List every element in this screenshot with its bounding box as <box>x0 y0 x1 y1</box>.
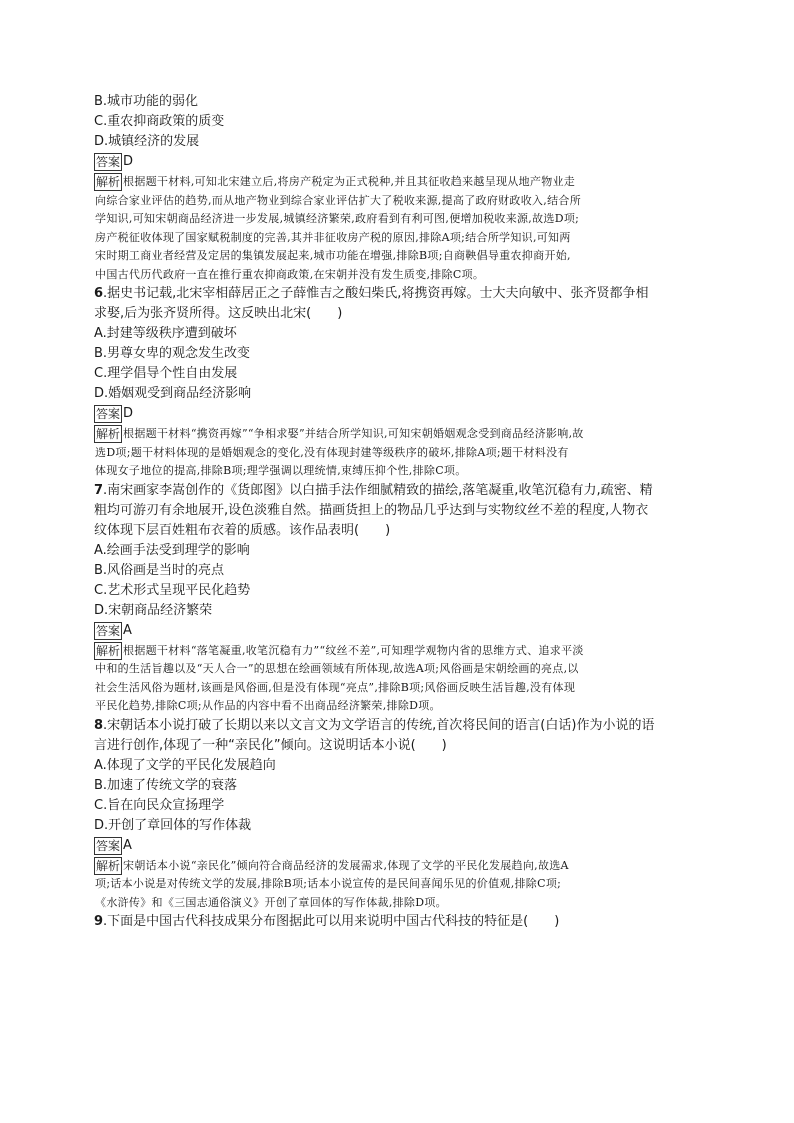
answer-tag: 答案 <box>96 623 121 638</box>
analysis-line: 选D项;题干材料体现的是婚姻观念的变化,没有体现封建等级秩序的破坏,排除A项;题干材料没有 <box>95 445 569 459</box>
question-number: 8 <box>94 717 104 733</box>
option-b: B.风俗画是当时的亮点 <box>94 562 225 578</box>
answer-row <box>94 836 699 856</box>
option-d: D.开创了章回体的写作体裁 <box>94 817 252 833</box>
analysis-line: 中和的生活旨趣以及“天人合一”的思想在绘画领域有所体现,故选A项;风俗画是宋朝绘画的亮点,以 <box>95 662 579 675</box>
analysis-line: 《水浒传》和《三国志通俗演义》开创了章回体的写作体裁,排除D项。 <box>95 895 447 909</box>
stem-line: 言进行创作,体现了一种“亲民化”倾向。这说明话本小说( ) <box>94 737 447 753</box>
option-c: C.重农抑商政策的质变 <box>94 114 225 129</box>
stem-line: 求娶,后为张齐贤所得。这反映出北宋( ) <box>94 306 343 321</box>
option-c: C.旨在向民众宣扬理学 <box>94 797 225 813</box>
analysis-line: 体现女子地位的提高,排除B项;理学强调以理统情,束缚压抑个性,排除C项。 <box>95 464 467 477</box>
analysis-row <box>94 856 699 913</box>
analysis-line: 房产税征收体现了国家赋税制度的完善,其并非征收房产税的原因,排除A项;结合所学知识,可知两 <box>95 230 571 244</box>
analysis-line: 向综合家业评估的趋势,而从地产物业到综合家业评估扩大了税收来源,提高了政府财政收入,结合所 <box>95 193 582 207</box>
analysis-tag: 解析 <box>96 175 121 189</box>
answer-tag: 答案 <box>96 838 121 853</box>
question-stem <box>94 284 699 304</box>
question-6 <box>94 284 699 481</box>
question-stem <box>94 716 699 736</box>
option-c: C.理学倡导个性自由发展 <box>94 366 238 381</box>
stem-line: 粗均可游刃有余地展开,设色淡雅自然。描画货担上的物品几乎达到与实物纹丝不差的程度,人物衣 <box>94 502 649 518</box>
analysis-line: 社会生活风俗为题材,该画是风俗画,但是没有体现“亮点”,排除B项;风俗画反映生活旨趣,没有体现 <box>95 680 576 694</box>
option-c: C.艺术形式呈现平民化趋势 <box>94 582 251 598</box>
analysis-row <box>94 641 699 716</box>
option-b: B.加速了传统文学的衰落 <box>94 777 238 793</box>
question-9 <box>94 912 699 932</box>
stem-line: .南宋画家李嵩创作的《货郎图》以白描手法作细腻精致的描绘,落笔凝重,收笔沉稳有力,疏密、精 <box>103 482 653 498</box>
answer-tag: 答案 <box>96 407 121 421</box>
option-d: D.婚姻观受到商品经济影响 <box>94 386 252 401</box>
analysis-tag: 解析 <box>96 427 121 441</box>
analysis-line: 根据题干材料“携资再嫁”“争相求娶”并结合所学知识,可知宋朝婚姻观念受到商品经济影响,故 <box>123 427 584 440</box>
answer-row <box>94 404 699 424</box>
option-b: B.城市功能的弱化 <box>94 94 199 109</box>
question-8 <box>94 716 699 913</box>
analysis-line: 宋朝话本小说“亲民化”倾向符合商品经济的发展需求,体现了文学的平民化发展趋向,故选A <box>123 858 569 872</box>
analysis-line: 学知识,可知宋朝商品经济进一步发展,城镇经济繁荣,政府看到有利可图,便增加税收来源,故选D项; <box>95 212 580 225</box>
answer-value: A <box>123 622 132 638</box>
option-a: A.绘画手法受到理学的影响 <box>94 542 250 558</box>
analysis-tag: 解析 <box>96 858 121 873</box>
option-d: D.宋朝商品经济繁荣 <box>94 602 213 618</box>
question-number: 6 <box>94 286 104 301</box>
stem-line: .据史书记载,北宋宰相薛居正之子薛惟吉之酸妇柴氏,将携资再嫁。士大夫向敏中、张齐贤都争相 <box>103 286 649 301</box>
option-d: D.城镇经济的发展 <box>94 134 200 149</box>
analysis-line: 宋时期工商业者经营及定居的集镇发展起来,城市功能在增强,排除B项;自商鞅倡导重农抑商开始, <box>95 249 571 262</box>
analysis-line: 根据题干材料“落笔凝重,收笔沉稳有力”“纹丝不差”,可知理学观物内省的思维方式、追求平淡 <box>123 643 584 657</box>
question-stem <box>94 481 699 501</box>
analysis-line: 平民化趋势,排除C项;从作品的内容中看不出商品经济繁荣,排除D项。 <box>95 699 441 712</box>
question-stem <box>94 912 699 932</box>
stem-line: .下面是中国古代科技成果分布图据此可以用来说明中国古代科技的特征是( ) <box>103 914 560 929</box>
analysis-row <box>94 172 699 284</box>
analysis-tag: 解析 <box>96 643 121 658</box>
analysis-row <box>94 424 699 481</box>
stem-line: .宋朝话本小说打破了长期以来以文言文为文学语言的传统,首次将民间的语言(白话)作为小说的语 <box>103 717 655 733</box>
analysis-line: 根据题干材料,可知北宋建立后,将房产税定为正式税种,并且其征收趋来越呈现从地产物业走 <box>123 175 576 188</box>
question-number: 7 <box>94 482 104 498</box>
analysis-line: 中国古代历代政府一直在推行重农抑商政策,在宋朝并没有发生质变,排除C项。 <box>95 267 485 281</box>
answer-row <box>94 152 699 172</box>
stem-line: 纹体现下层百姓粗布衣着的质感。该作品表明( ) <box>94 522 391 538</box>
answer-value: D <box>123 406 134 421</box>
analysis-line: 项;话本小说是对传统文学的发展,排除B项;话本小说宣传的是民间喜闻乐见的价值观,排除C项; <box>95 877 562 890</box>
question-number: 9 <box>94 914 104 929</box>
question-5-tail <box>94 92 699 284</box>
document-page <box>94 92 699 932</box>
answer-value: A <box>123 837 132 853</box>
question-7 <box>94 481 699 716</box>
option-b: B.男尊女卑的观念发生改变 <box>94 346 251 361</box>
answer-value: D <box>123 154 134 169</box>
option-a: A.封建等级秩序遭到破坏 <box>94 326 237 341</box>
answer-tag: 答案 <box>96 155 121 169</box>
answer-row <box>94 621 699 641</box>
option-a: A.体现了文学的平民化发展趋向 <box>94 757 276 773</box>
